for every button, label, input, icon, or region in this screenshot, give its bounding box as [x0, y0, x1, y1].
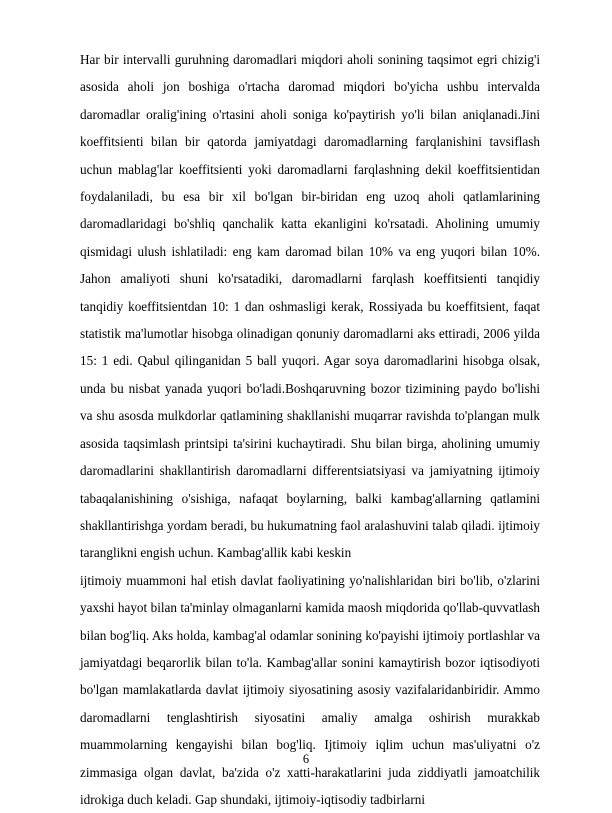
- page-number: 6: [302, 752, 310, 766]
- document-body: [80, 46, 540, 813]
- paragraph-1: Har bir intervalli guruhning daromadlari miqdori aholi sonining taqsimot egri chizig'i asosida aholi jon boshiga o'rtacha daromad miqdori bo'yicha ushbu intervalda daromadlar oralig'ining o'rtasini aholi soniga ko'paytirish yo'li bilan aniqlanadi.Jini koeffitsienti bilan bir qatorda jamiyatdagi daromadlarning farqlanishini tavsiflash uchun mablag'lar koeffitsienti yoki daromadlarni farqlashning dekil koeffitsientidan foydalaniladi, bu esa bir xil bo'lgan bir-biridan eng uzoq aholi qatlamlarining daromadlaridagi bo'shliq qanchalik katta ekanligini ko'rsatadi. Aholining umumiy qismidagi ulush ishlatiladi: eng kam daromad bilan 10% va eng yuqori bilan 10%. Jahon amaliyoti shuni ko'rsatadiki, daromadlarni farqlash koeffitsienti tanqidiy tanqidiy koeffitsientdan 10: 1 dan oshmasligi kerak, Rossiyada bu koeffitsient, faqat statistik ma'lumotlar hisobga olinadigan qonuniy daromadlarni aks ettiradi, 2006 yilda 15: 1 edi. Qabul qilinganidan 5 ball yuqori. Agar soya daromadlarini hisobga olsak, unda bu nisbat yanada yuqori bo'ladi.Boshqaruvning bozor tizimining paydo bo'lishi va shu asosda mulkdorlar qatlamining shakllanishi muqarrar ravishda to'plangan mulk asosida taqsimlash printsipi ta'sirini kuchaytiradi. Shu bilan birga, aholining umumiy daromadlarini shakllantirish daromadlarni differentsiatsiyasi va jamiyatning ijtimoiy tabaqalanishining o'sishiga, nafaqat boylarning, balki kambag'allarning qatlamini shakllantirishga yordam beradi, bu hukumatning faol aralashuvini talab qiladi. ijtimoiy taranglikni engish uchun. Kambag'allik kabi keskin: [80, 52, 540, 561]
- paragraph-2: ijtimoiy muammoni hal etish davlat faoliyatining yo'nalishlaridan biri bo'lib, o'zlarini yaxshi hayot bilan ta'minlay olmaganlarni kamida maosh miqdorida qo'llab-quvvatlash bilan bog'liq. Aks holda, kambag'al odamlar sonining ko'payishi ijtimoiy portlashlar va jamiyatdagi beqarorlik bilan to'la. Kambag'allar sonini kamaytirish bozor iqtisodiyoti bo'lgan mamlakatlarda davlat ijtimoiy siyosatining asosiy vazifalaridanbiridir. Ammo daromadlarni tenglashtirish siyosatini amaliy amalga oshirish murakkab muammolarning kengayishi bilan bog'liq. Ijtimoiy iqlim uchun mas'uliyatni o'z zimmasiga olgan davlat, ba'zida o'z xatti-harakatlarini juda ziddiyatli jamoatchilik idrokiga duch keladi. Gap shundaki, ijtimoiy-iqtisodiy tadbirlarni: [80, 572, 540, 807]
